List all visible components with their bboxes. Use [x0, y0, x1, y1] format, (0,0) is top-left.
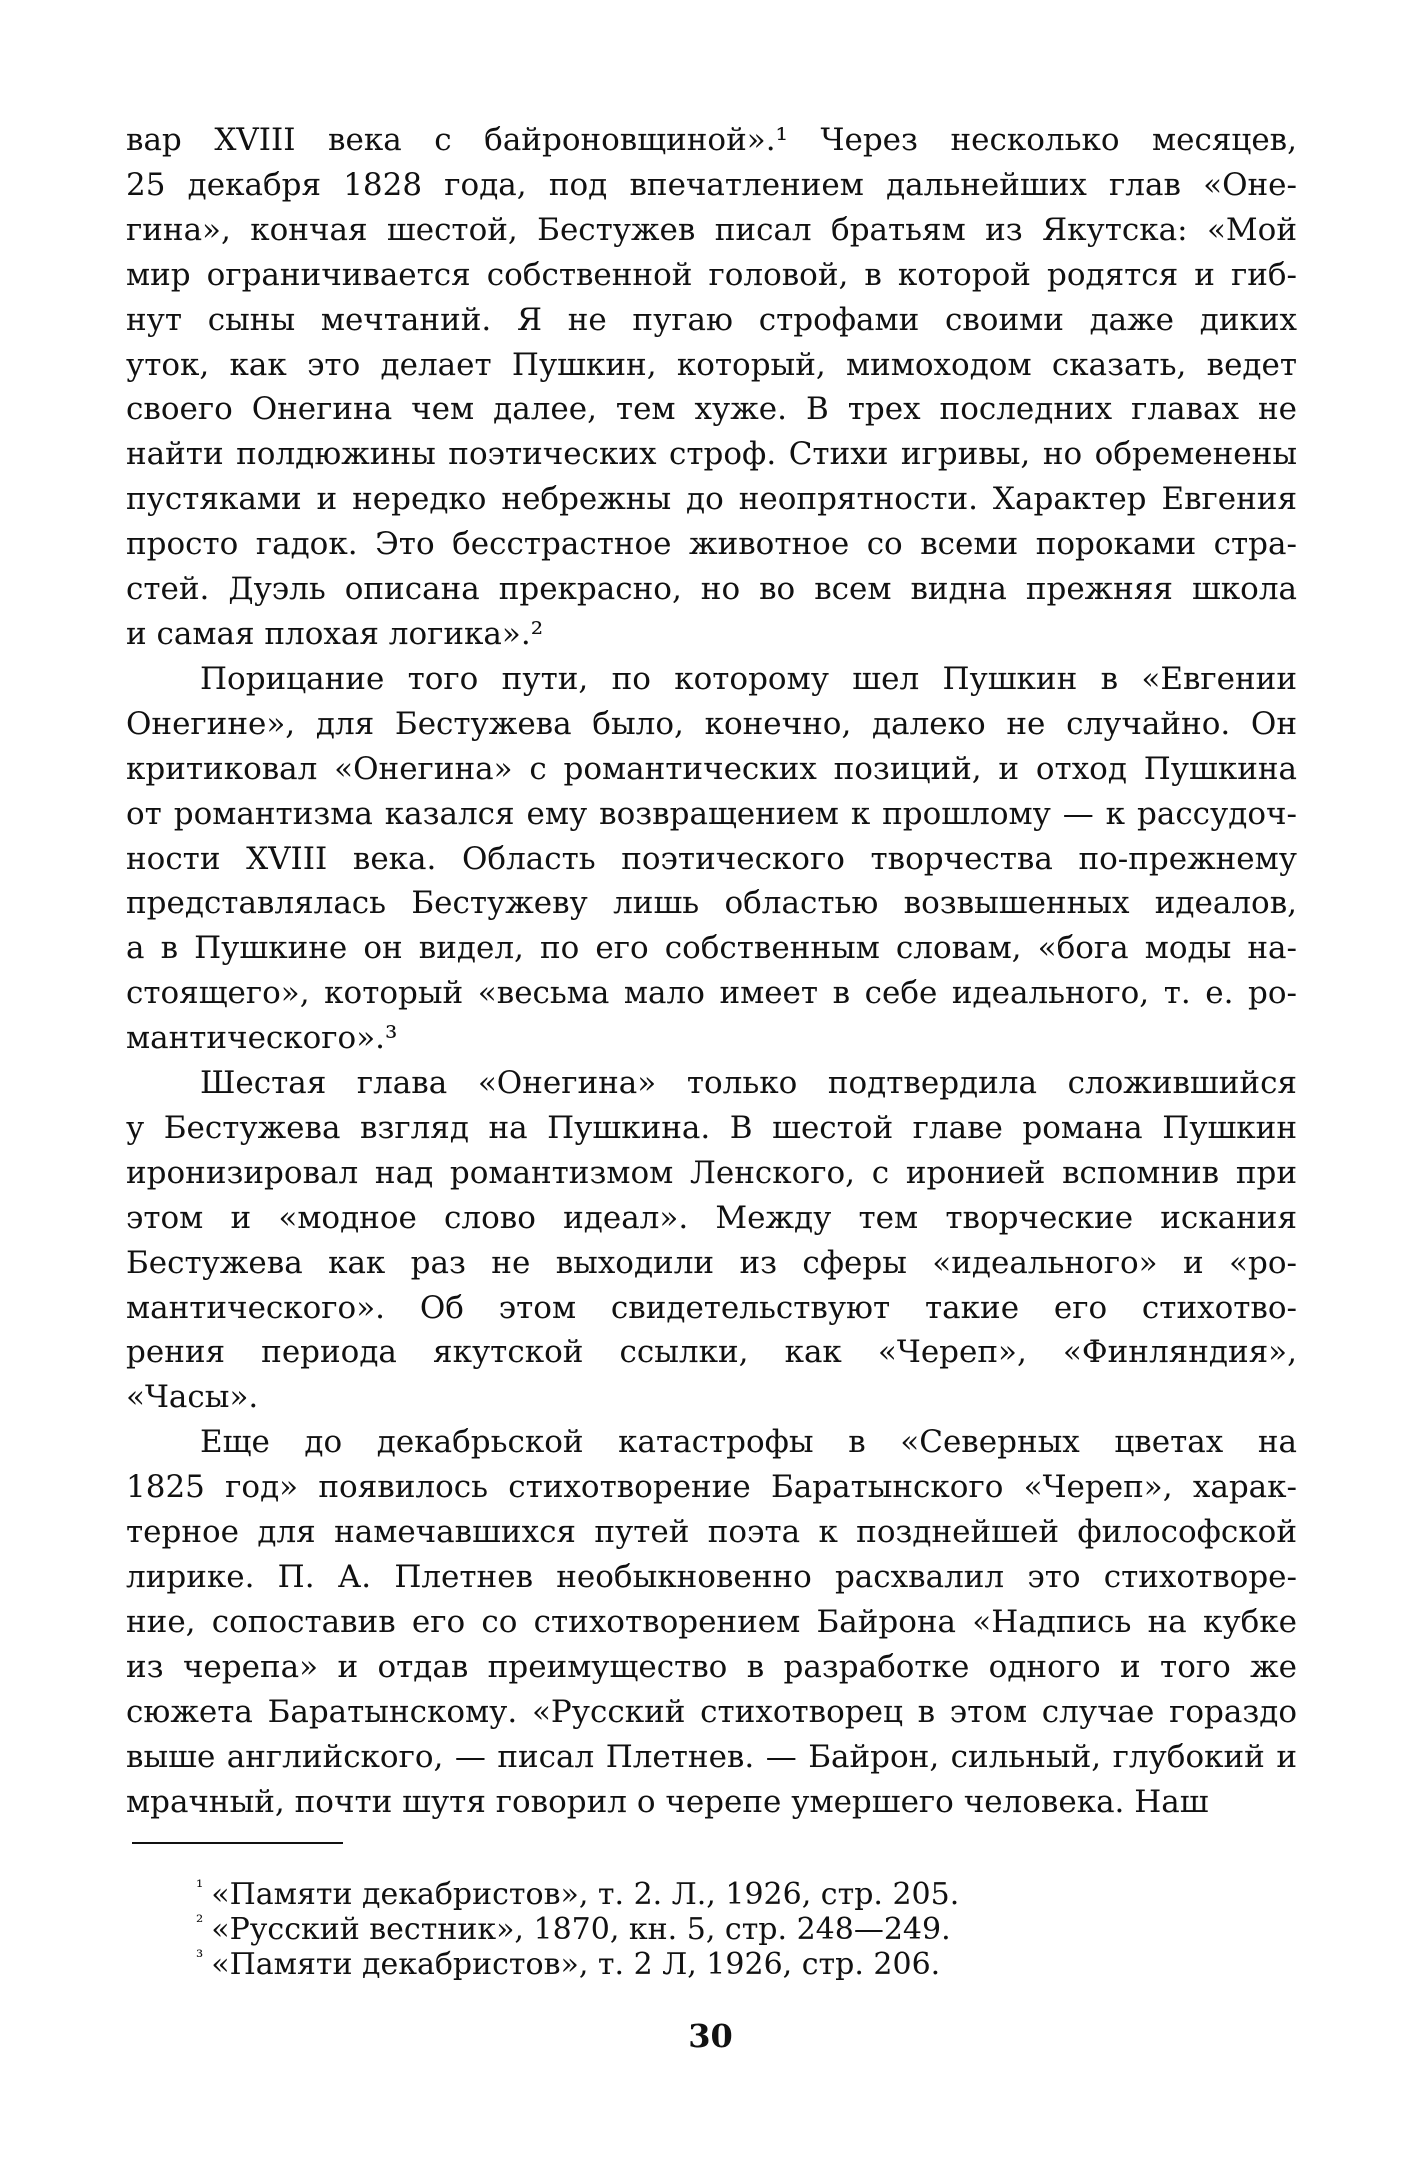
text-line: 1825 год» появилось стихотворение Баратынского «Череп», харак-	[126, 1469, 1297, 1506]
text-line: рения периода якутской ссылки, как «Череп», «Финляндия»,	[126, 1334, 1297, 1371]
text-line: Шестая глава «Онегина» только подтвердила сложившийся	[200, 1065, 1297, 1102]
footnote-mark: ²	[196, 1912, 204, 1933]
text-line: 25 декабря 1828 года, под впечатлением дальнейших глав «Оне-	[126, 166, 1297, 203]
text-line: иронизировал над романтизмом Ленского, с иронией вспомнив при	[126, 1154, 1297, 1191]
paragraph	[126, 1061, 1297, 1420]
footnote-mark: ³	[196, 1947, 204, 1968]
text-line: уток, как это делает Пушкин, который, мимоходом сказать, ведет	[126, 346, 1297, 383]
paragraph	[126, 1420, 1297, 1824]
footnote-text: «Русский вестник», 1870, кн. 5, стр. 248—249.	[211, 1912, 951, 1947]
page-number: 30	[688, 2017, 733, 2055]
text-line: найти полдюжины поэтических строф. Стихи игривы, но обременены	[126, 436, 1297, 473]
text-line: стоящего», который «весьма мало имеет в себе идеального, т. е. ро-	[126, 975, 1297, 1012]
text-line: от романтизма казался ему возвращением к прошлому — к рассудоч-	[126, 795, 1297, 832]
text-line: мантического».³	[126, 1020, 398, 1057]
text-line: из черепа» и отдав преимущество в разработке одного и того же	[126, 1648, 1297, 1685]
text-line: вар XVIII века с байроновщиной».¹ Через несколько месяцев,	[126, 122, 1297, 158]
footnote-text: «Памяти декабристов», т. 2. Л., 1926, стр. 205.	[211, 1877, 960, 1912]
text-line: нут сыны мечтаний. Я не пугаю строфами своими даже диких	[126, 301, 1297, 338]
text-line: «Часы».	[126, 1379, 259, 1416]
text-line: ние, сопоставив его со стихотворением Байрона «Надпись на кубке	[126, 1603, 1297, 1640]
paragraph	[126, 657, 1297, 1061]
text-line: стей. Дуэль описана прекрасно, но во всем видна прежняя школа	[126, 571, 1297, 608]
footnote-text: «Памяти декабристов», т. 2 Л, 1926, стр. 206.	[211, 1947, 941, 1982]
text-line: Порицание того пути, по которому шел Пушкин в «Евгении	[200, 660, 1297, 697]
footnote	[196, 1877, 1246, 1912]
text-line: и самая плохая логика».²	[126, 615, 544, 652]
main-text	[126, 118, 1297, 1824]
text-line: своего Онегина чем далее, тем хуже. В трех последних главах не	[126, 391, 1297, 428]
paragraph	[126, 118, 1297, 657]
text-line: мрачный, почти шутя говорил о черепе умершего человека. Наш	[126, 1783, 1209, 1820]
footnote-separator	[132, 1842, 343, 1844]
footnote	[196, 1947, 1246, 1982]
text-line: просто гадок. Это бесстрастное животное со всеми пороками стра-	[126, 526, 1297, 563]
text-line: Еще до декабрьской катастрофы в «Северных цветах на	[200, 1424, 1297, 1461]
footnote	[196, 1912, 1246, 1947]
text-line: у Бестужева взгляд на Пушкина. В шестой главе романа Пушкин	[126, 1109, 1297, 1146]
text-line: этом и «модное слово идеал». Между тем творческие искания	[126, 1199, 1297, 1236]
text-line: а в Пушкине он видел, по его собственным словам, «бога моды на-	[126, 930, 1297, 967]
text-line: сюжета Баратынскому. «Русский стихотворец в этом случае гораздо	[126, 1693, 1297, 1730]
text-line: мантического». Об этом свидетельствуют такие его стихотво-	[126, 1289, 1297, 1326]
text-line: мир ограничивается собственной головой, в которой родятся и гиб-	[126, 256, 1297, 293]
text-line: Онегине», для Бестужева было, конечно, далеко не случайно. Он	[126, 705, 1297, 742]
footnotes	[196, 1877, 1246, 1982]
text-line: выше английского, — писал Плетнев. — Байрон, сильный, глубокий и	[126, 1738, 1297, 1775]
text-line: ности XVIII века. Область поэтического творчества по-прежнему	[126, 840, 1297, 877]
text-line: критиковал «Онегина» с романтических позиций, и отход Пушкина	[126, 750, 1297, 787]
footnote-mark: ¹	[196, 1877, 204, 1898]
text-line: лирике. П. А. Плетнев необыкновенно расхвалил это стихотворе-	[126, 1559, 1297, 1595]
text-line: Бестужева как раз не выходили из сферы «идеального» и «ро-	[126, 1244, 1297, 1281]
text-line: представлялась Бестужеву лишь областью возвышенных идеалов,	[126, 885, 1297, 922]
text-line: пустяками и нередко небрежны до неопрятности. Характер Евгения	[126, 481, 1297, 518]
text-line: гина», кончая шестой, Бестужев писал братьям из Якутска: «Мой	[126, 211, 1297, 248]
text-line: терное для намечавшихся путей поэта к позднейшей философской	[126, 1514, 1297, 1551]
